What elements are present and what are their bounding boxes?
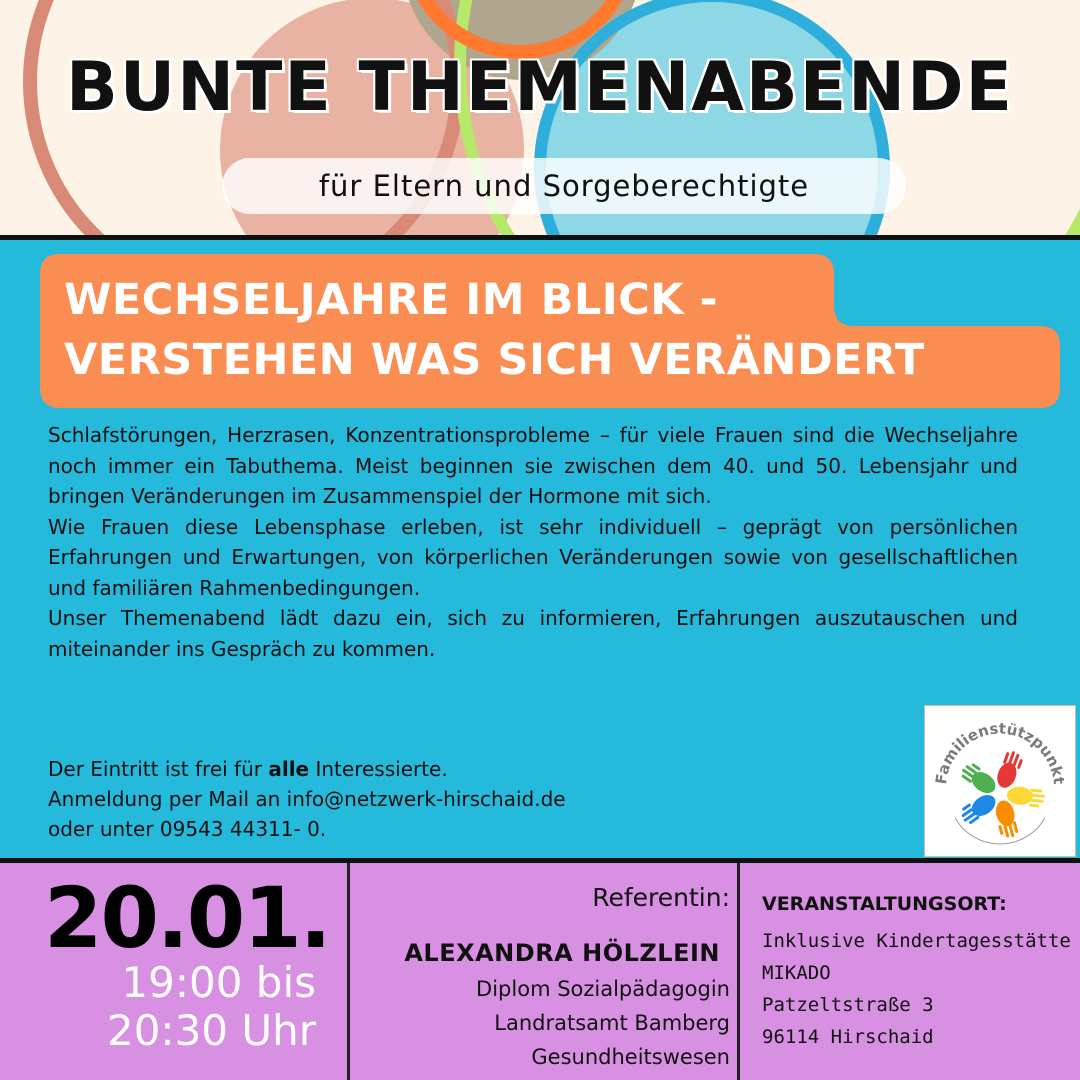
header bbox=[0, 0, 1080, 238]
event-time-end: 20:30 Uhr bbox=[106, 1006, 316, 1055]
event-time-start: 19:00 bis bbox=[121, 958, 316, 1007]
speaker-title: Diplom Sozialpädagogin bbox=[476, 977, 730, 1001]
headline-line-1: WECHSELJAHRE IM BLICK - bbox=[64, 275, 718, 325]
main-section bbox=[0, 240, 1080, 858]
event-date: 20.01. bbox=[44, 869, 330, 967]
venue-block bbox=[762, 893, 1072, 1053]
venue-line-1: Inklusive Kindertagesstätte bbox=[762, 930, 1071, 952]
headline-line-2: VERSTEHEN WAS SICH VERÄNDERT bbox=[64, 335, 925, 385]
description-paragraph-2: Wie Frauen diese Lebensphase erleben, ist sehr individuell – geprägt von persönlichen Erfahrungen und Erwartungen, von körperlichen Veränderungen sowie von gesellschaftlichen und familiären Rahmenbedingungen. bbox=[48, 514, 1018, 600]
venue-heading: VERANSTALTUNGSORT: bbox=[762, 893, 1007, 915]
description-paragraph-1: Schlafstörungen, Herzrasen, Konzentrationsprobleme – für viele Frauen sind die Wechseljahre noch immer ein Tabuthema. Meist beginnen sie zwischen dem 40. und 50. Lebensjahr und bringen Veränderungen im Zusammenspiel der Hormone mit sich. bbox=[48, 423, 1018, 508]
venue-line-3: Patzeltstraße 3 bbox=[762, 994, 934, 1016]
speaker-block bbox=[352, 863, 730, 1080]
description-paragraph-3: Unser Themenabend lädt dazu ein, sich zu informieren, Erfahrungen auszutauschen und miteinander ins Gespräch zu kommen. bbox=[48, 606, 1018, 661]
venue-line-4: 96114 Hirschaid bbox=[762, 1026, 934, 1048]
venue-line-2: MIKADO bbox=[762, 962, 831, 984]
entry-suffix: Interessierte. bbox=[309, 757, 448, 781]
familienstuetzpunkt-logo bbox=[924, 705, 1076, 857]
page-title: BUNTE THEMENABENDE bbox=[66, 48, 1014, 127]
event-headline bbox=[64, 270, 925, 390]
speaker-department: Gesundheitswesen bbox=[531, 1045, 730, 1069]
entry-bold: alle bbox=[268, 757, 310, 781]
description bbox=[48, 420, 1018, 664]
column-separator bbox=[347, 863, 350, 1080]
registration-info bbox=[48, 754, 808, 844]
event-details-footer bbox=[0, 863, 1080, 1080]
speaker-name: ALEXANDRA HÖLZLEIN bbox=[404, 939, 720, 967]
entry-info bbox=[48, 754, 808, 784]
mail-line[interactable]: Anmeldung per Mail an info@netzwerk-hirschaid.de bbox=[48, 787, 566, 811]
phone-line[interactable]: oder unter 09543 44311- 0. bbox=[48, 817, 327, 841]
subtitle: für Eltern und Sorgeberechtigte bbox=[318, 169, 810, 203]
speaker-organization: Landratsamt Bamberg bbox=[494, 1011, 730, 1035]
hands-circle-icon bbox=[925, 706, 1075, 856]
subtitle-pill bbox=[222, 158, 906, 214]
speaker-label: Referentin: bbox=[592, 883, 730, 912]
column-separator bbox=[737, 863, 740, 1080]
event-time bbox=[40, 959, 316, 1055]
logo-arc-text: Familienstützpunkt bbox=[932, 719, 1068, 786]
entry-prefix: Der Eintritt ist frei für bbox=[48, 757, 269, 781]
